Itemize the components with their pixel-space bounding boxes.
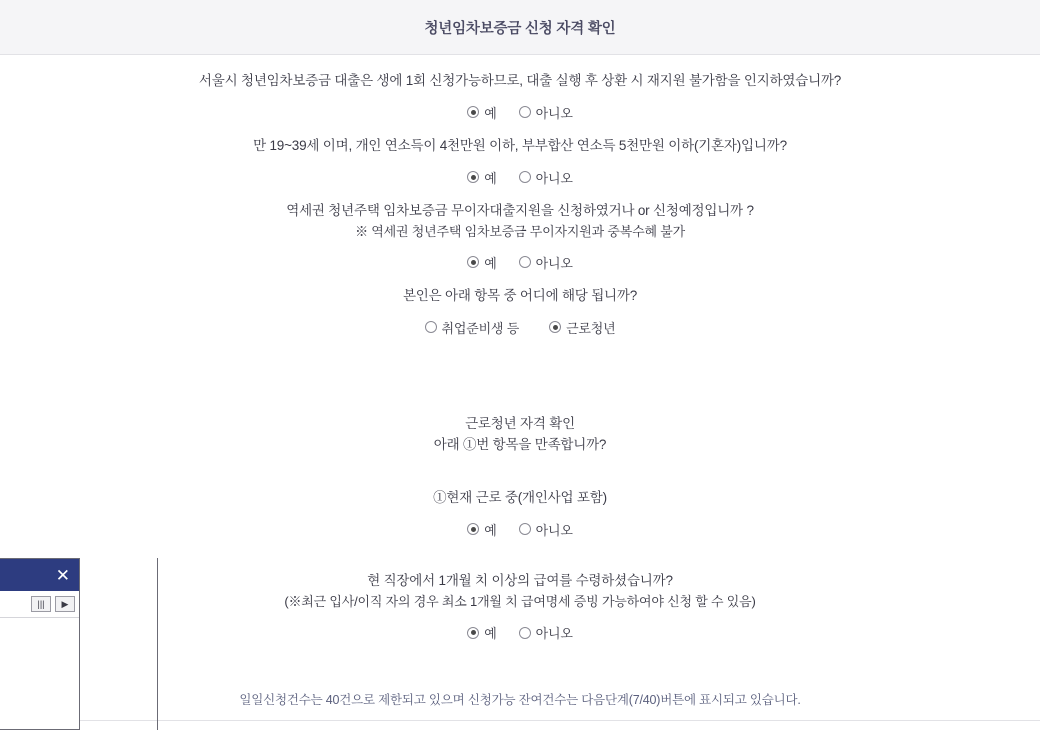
close-icon[interactable]: ✕ <box>55 565 70 585</box>
page-title: 청년임차보증금 신청 자격 확인 <box>424 20 616 37</box>
radio-label: 아니오 <box>535 170 573 186</box>
radio-option-q2-no[interactable] <box>519 168 573 187</box>
question-spacer <box>0 553 1040 571</box>
next-arrow-icon[interactable]: ▶ <box>55 596 75 612</box>
radio-icon[interactable] <box>467 523 479 535</box>
radio-label: 취업준비생 등 <box>441 320 520 336</box>
radio-label: 예 <box>484 105 497 121</box>
popup-body <box>0 618 79 670</box>
radio-option-q1-yes[interactable] <box>467 103 496 122</box>
question-text-5: ①현재 근로 중(개인사업 포함) <box>433 490 607 506</box>
question-text-2: 만 19~39세 이며, 개인 연소득이 4천만원 이하, 부부합산 연소득 5천만원 이하(기혼자)입니까? <box>253 137 787 153</box>
radio-option-q2-yes[interactable] <box>467 168 496 187</box>
scroll-handle-icon[interactable]: ||| <box>31 596 51 612</box>
worker-section-heading-line1: 근로청년 자격 확인 <box>465 415 575 431</box>
radio-option-q3-no[interactable] <box>519 253 573 272</box>
radio-option-q3-yes[interactable] <box>467 253 496 272</box>
question-options-3 <box>0 253 1040 272</box>
radio-label: 아니오 <box>535 626 573 641</box>
question-note-3: ※ 역세권 청년주택 임차보증금 무이자지원과 중복수혜 불가 <box>355 223 685 239</box>
radio-icon[interactable] <box>519 256 531 268</box>
popup-window[interactable] <box>0 558 80 730</box>
radio-option-q4-jobseeker[interactable] <box>425 318 520 337</box>
radio-icon[interactable] <box>467 627 479 639</box>
question-options-2 <box>0 168 1040 187</box>
radio-icon[interactable] <box>467 256 479 268</box>
question-options-1 <box>0 103 1040 122</box>
radio-label: 근로청년 <box>566 320 616 336</box>
question-text-1: 서울시 청년임차보증금 대출은 생에 1회 신청가능하므로, 대출 실행 후 상환 시 재지원 불가함을 인지하였습니까? <box>198 73 842 88</box>
radio-icon[interactable] <box>519 171 531 183</box>
question-text-3: 역세권 청년주택 임차보증금 무이자대출지원을 신청하였거나 or 신청예정입니까 ? <box>286 202 754 218</box>
question-block-6 <box>0 571 1040 642</box>
radio-label: 아니오 <box>535 255 573 271</box>
question-block-5 <box>0 488 1040 539</box>
popup-toolbar <box>0 591 79 618</box>
radio-icon[interactable] <box>519 627 531 639</box>
radio-icon[interactable] <box>425 321 437 333</box>
question-text-4: 본인은 아래 항목 중 어디에 해당 됩니까? <box>402 287 638 303</box>
radio-icon[interactable] <box>519 523 531 535</box>
radio-icon[interactable] <box>549 321 561 333</box>
worker-section-heading <box>0 413 1040 456</box>
radio-icon[interactable] <box>467 171 479 183</box>
radio-option-q4-worker[interactable] <box>549 318 615 337</box>
question-block-4 <box>0 286 1040 337</box>
heading-spacer <box>0 470 1040 488</box>
question-block-3 <box>0 201 1040 272</box>
daily-limit-notice: 일일신청건수는 40건으로 제한되고 있으며 신청가능 잔여건수는 다음단계(7/40)버튼에 표시되고 있습니다. <box>239 693 801 707</box>
page-header <box>0 0 1040 55</box>
question-block-2 <box>0 136 1040 187</box>
radio-option-q6-yes[interactable] <box>467 623 496 642</box>
radio-label: 아니오 <box>535 522 573 538</box>
radio-option-q1-no[interactable] <box>519 103 573 122</box>
radio-icon[interactable] <box>467 106 479 118</box>
radio-icon[interactable] <box>519 106 531 118</box>
question-text-6: 현 직장에서 1개월 치 이상의 급여를 수령하셨습니까? <box>367 572 673 588</box>
radio-option-q5-yes[interactable] <box>467 520 496 539</box>
question-options-5 <box>0 520 1040 539</box>
question-options-4 <box>0 318 1040 337</box>
popup-titlebar[interactable] <box>0 559 79 591</box>
radio-label: 예 <box>484 522 497 538</box>
radio-option-q5-no[interactable] <box>519 520 573 539</box>
radio-label: 예 <box>484 255 497 271</box>
popup-edge-divider <box>157 558 158 730</box>
eligibility-form <box>0 55 1040 642</box>
radio-label: 예 <box>484 626 497 641</box>
footer-divider <box>80 720 1040 721</box>
question-note-6: (※최근 입사/이직 자의 경우 최소 1개월 치 급여명세 증빙 가능하여야 신청 할 수 있음) <box>284 593 756 609</box>
radio-label: 예 <box>484 170 497 186</box>
radio-label: 아니오 <box>535 105 573 121</box>
question-options-6 <box>0 623 1040 642</box>
worker-section-heading-line2: 아래 ①번 항목을 만족합니까? <box>433 437 607 453</box>
section-spacer <box>0 351 1040 413</box>
radio-option-q6-no[interactable] <box>519 623 573 642</box>
question-block-1 <box>0 71 1040 122</box>
